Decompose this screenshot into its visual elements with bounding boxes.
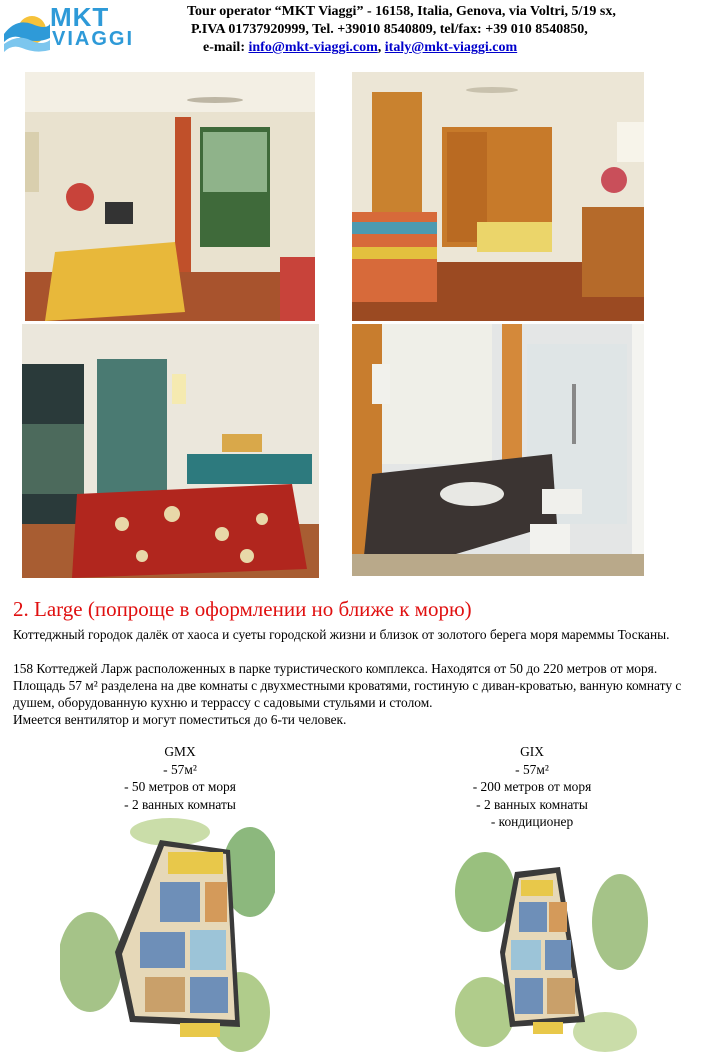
email-separator: , bbox=[377, 40, 385, 55]
company-phones: P.IVA 01737920999, Tel. +39010 8540809, tel/fax: +39 010 8540850, bbox=[191, 22, 588, 37]
email-link-italy[interactable]: italy@mkt-viaggi.com bbox=[384, 40, 518, 55]
floor-plan-gmx bbox=[60, 812, 275, 1052]
email-link-info[interactable]: info@mkt-viaggi.com bbox=[248, 40, 378, 55]
photo-bathroom bbox=[352, 324, 644, 576]
logo-text-mkt: MKT bbox=[50, 2, 110, 32]
option-gmx bbox=[80, 743, 280, 813]
floor-plan-gix bbox=[445, 832, 650, 1052]
section-title: 2. Large (попроще в оформлении но ближе к морю) bbox=[13, 597, 472, 621]
photo-living-room bbox=[25, 72, 315, 321]
intro-paragraph: Коттеджный городок далёк от хаоса и суеты городской жизни и близок от золотого берега моря мареммы Тосканы. bbox=[13, 627, 670, 642]
capacity-paragraph: Имеется вентилятор и могут поместиться до 6-ти человек. bbox=[13, 712, 347, 727]
description-paragraph: 158 Коттеджей Ларж расположенных в парке туристического комплекса. Находятся от 50 до 220 метров от моря. Площадь 57 м² разделена на две комнаты с двухместными кроватями, гостиную с диван-кроватью, ванную комнату с душем, оборудованную кухню и террассу с садовыми стульями и столом. bbox=[13, 661, 682, 710]
option-distance: - 200 метров от моря bbox=[472, 779, 592, 794]
option-name: GMX bbox=[164, 744, 196, 759]
option-area: - 57м² bbox=[515, 761, 549, 777]
logo-text-viaggi: VIAGGI bbox=[52, 28, 135, 50]
option-distance: - 50 метров от моря bbox=[124, 779, 236, 794]
option-area: - 57м² bbox=[163, 761, 197, 777]
email-label: e-mail: bbox=[203, 40, 249, 55]
company-address: Tour operator “MKT Viaggi” - 16158, Italia, Genova, via Voltri, 5/19 sx, bbox=[187, 4, 616, 19]
option-air-conditioning: - кондиционер bbox=[490, 814, 574, 829]
option-gix bbox=[432, 743, 632, 831]
sun-wave-logo-icon bbox=[2, 4, 50, 54]
photo-dining-area bbox=[352, 72, 644, 321]
option-bathrooms: - 2 ванных комнаты bbox=[124, 796, 236, 812]
option-bathrooms: - 2 ванных комнаты bbox=[476, 796, 588, 812]
photo-bedroom bbox=[22, 324, 319, 578]
company-emails bbox=[203, 39, 517, 57]
option-name: GIX bbox=[520, 744, 544, 759]
